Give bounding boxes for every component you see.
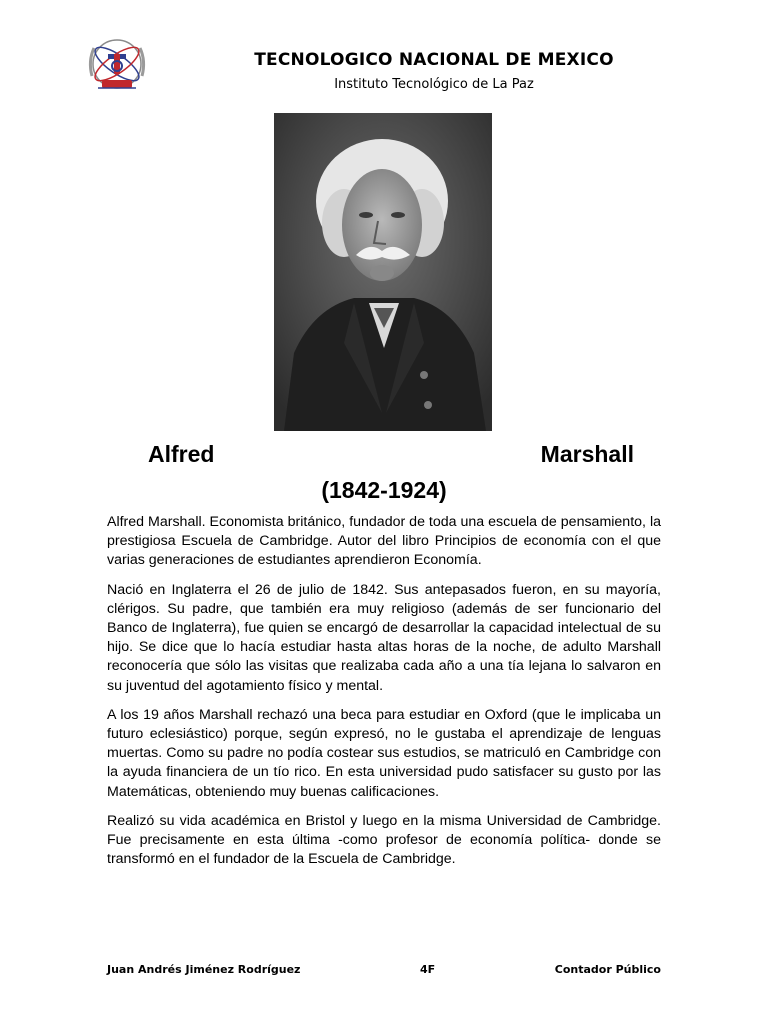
footer-group: 4F [420, 963, 436, 976]
page-footer [107, 963, 661, 976]
life-years: (1842-1924) [321, 477, 447, 503]
title-last-name: Marshall [540, 441, 634, 467]
institute-logo-icon [84, 36, 150, 96]
paragraph: Realizó su vida académica en Bristol y luego en la misma Universidad de Cambridge. Fue precisamente en esta última -como profesor de economía política- donde se transformó en el fundador de la Escuela de Cambridge. [107, 812, 661, 868]
footer-career: Contador Público [554, 963, 661, 976]
article-body [107, 513, 661, 879]
paragraph: Alfred Marshall. Economista británico, fundador de toda una escuela de pensamiento, la prestigiosa Escuela de Cambridge. Autor del libro Principios de economía con el que varias generaciones de estudiantes aprendieron Economía. [107, 514, 661, 569]
footer-author: Juan Andrés Jiménez Rodríguez [107, 963, 301, 976]
campus-subtitle: Instituto Tecnológico de La Paz [334, 77, 534, 92]
paragraph: Nació en Inglaterra el 26 de julio de 1842. Sus antepasados fueron, en su mayoría, clérigos. Su padre, que también era muy religioso (además de ser funcionario del Banco de Inglaterra), fue quien se encargó de desarrollar la capacidad intelectual de su hijo. Se dice que lo hacía estudiar hasta altas horas de la noche, de adulto Marshall reconocería que sólo las visitas que realizaba cada año a una tía lejana lo salvaron en su juventud del agotamiento físico y mental. [107, 581, 661, 694]
article-title [148, 441, 634, 468]
title-first-name: Alfred [148, 441, 215, 467]
portrait-photo-icon [274, 113, 492, 431]
institution-title: TECNOLOGICO NACIONAL DE MEXICO [254, 50, 614, 70]
paragraph: A los 19 años Marshall rechazó una beca para estudiar en Oxford (que le implicaba un futuro eclesiástico) porque, según expresó, no le gustaba el aprendizaje de lenguas muertas. Como su padre no podía costear sus estudios, se matriculó en Cambridge con la ayuda financiera de un tío rico. En esta universidad pudo satisfacer su gusto por las Matemáticas, obteniendo muy buenas calificaciones. [107, 706, 661, 800]
